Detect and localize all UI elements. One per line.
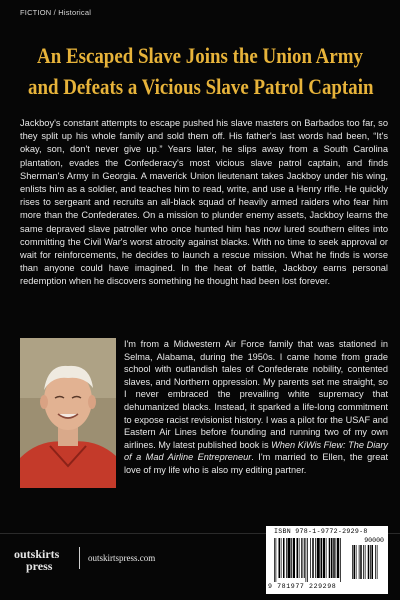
barcode-bar [293,538,295,578]
barcode-bar [372,545,374,579]
barcode-bar [375,545,376,579]
barcode-bar [307,538,308,582]
barcode-bar [354,545,356,579]
barcode-bar [283,538,285,578]
publisher-logo-line-1: outskirts [14,547,60,561]
barcode-bar [329,538,331,578]
barcode-bar [301,538,302,578]
barcode-bar [333,538,335,578]
barcode-bar [310,538,311,578]
barcode-bar [323,538,325,578]
barcode-bar [317,538,320,578]
barcode-bar [356,545,357,579]
price-code: 90000 [364,537,384,544]
barcode-bar [291,538,292,578]
barcode-bar [377,545,378,579]
ean-barcode-bars [274,538,348,582]
addon-barcode-bars [352,545,382,582]
barcode-bar [360,545,362,579]
barcode-bar [365,545,366,579]
barcode-bar [303,538,304,578]
barcode-bar [299,538,300,578]
barcode-bar [331,538,333,578]
isbn-barcode [266,526,388,594]
barcode-bar [368,545,370,579]
barcode-bar [297,538,299,578]
barcode-bar [281,538,282,578]
barcode-bar [326,538,327,578]
headline-line-1: An Escaped Slave Joins the Union Army [37,43,363,68]
barcode-bar [304,538,305,578]
photo-spacer [20,338,124,488]
barcode-bar [337,538,339,578]
barcode-bar [276,538,277,582]
barcode-bar [352,545,353,579]
barcode-bar [312,538,314,578]
bio-text: I'm from a Midwestern Air Force family that was stationed in Selma, Alabama, during the 1950s. I came home from grade school with outlandish tales of Confederate nobility, contented slaves, and Northern oppression. My parents set me straight, so I never embraced the prevailing white supremacy that dehumanized blacks. Instead, it sparked a life-long commitment to expose racist revisionist history. I was a pilot for the USAF and Eastern Air Lines before founding and running two of my own airlines. My latest published book is [124,339,388,450]
barcode-bar [340,538,341,582]
barcode-bar [363,545,364,579]
barcode-bar [315,538,316,578]
genre-label: FICTION / Historical [20,8,92,17]
barcode-bar [274,538,275,582]
barcode-bar [306,538,307,582]
headline-line-2: and Defeats a Vicious Slave Patrol Captain [28,74,374,99]
synopsis: Jackboy's constant attempts to escape pushed his slave masters on Barbados too far, so they split up his whole family and sold them off. His father's last words had been, “It's okay, son, don't never give up.” Years later, he slips away from a South Carolina plantation, evades the Confederacy's most vicious slave patrol captain, and finds Sherman's Army in Georgia. A maverick Union lieutenant takes Jackboy under his wing, enlists him as a soldier, and teaches him to read, write, and use a Henry rifle. He quickly rises to sergeant and recruits an all-black squad of heavily armed raiders who fear him more than the Confederates. On a mission to plunder enemy assets, Jackboy learns the same depraved slave patroller who once hunted him has now lured southern elites into committing the Civil War's worst atrocity against blacks. With no time to seek approval or wait for reinforcements, he decides to launch a rescue mission. What he finds is worse than anyone could have imagined. In the heat of battle, Jackboy earns personal redemption when he discovers something he thought had been lost forever. [20,118,388,287]
barcode-bar [288,538,291,578]
publisher-website: outskirtspress.com [88,553,156,563]
barcode-bar [279,538,281,578]
logo-separator [79,547,80,569]
barcode-bar [359,545,360,579]
author-bio [20,338,388,488]
isbn-text: ISBN 978-1-9772-2929-8 [274,528,368,535]
bio-book-title: When KiWis Flew: The Diary of a Mad Airline Entrepreneur [124,439,389,463]
publisher-logo-line-2: press [26,559,53,573]
barcode-bar [286,538,287,578]
headline [28,40,372,102]
ean-digits: 9 781977 229298 [268,583,337,590]
publisher-logo [14,548,59,572]
barcode-bar [321,538,323,578]
barcode-bar [336,538,337,578]
bio-text-end: . I'm married to Ellen, the great love of my life who is also my editing partner. [124,452,389,475]
barcode-bar [370,545,371,579]
